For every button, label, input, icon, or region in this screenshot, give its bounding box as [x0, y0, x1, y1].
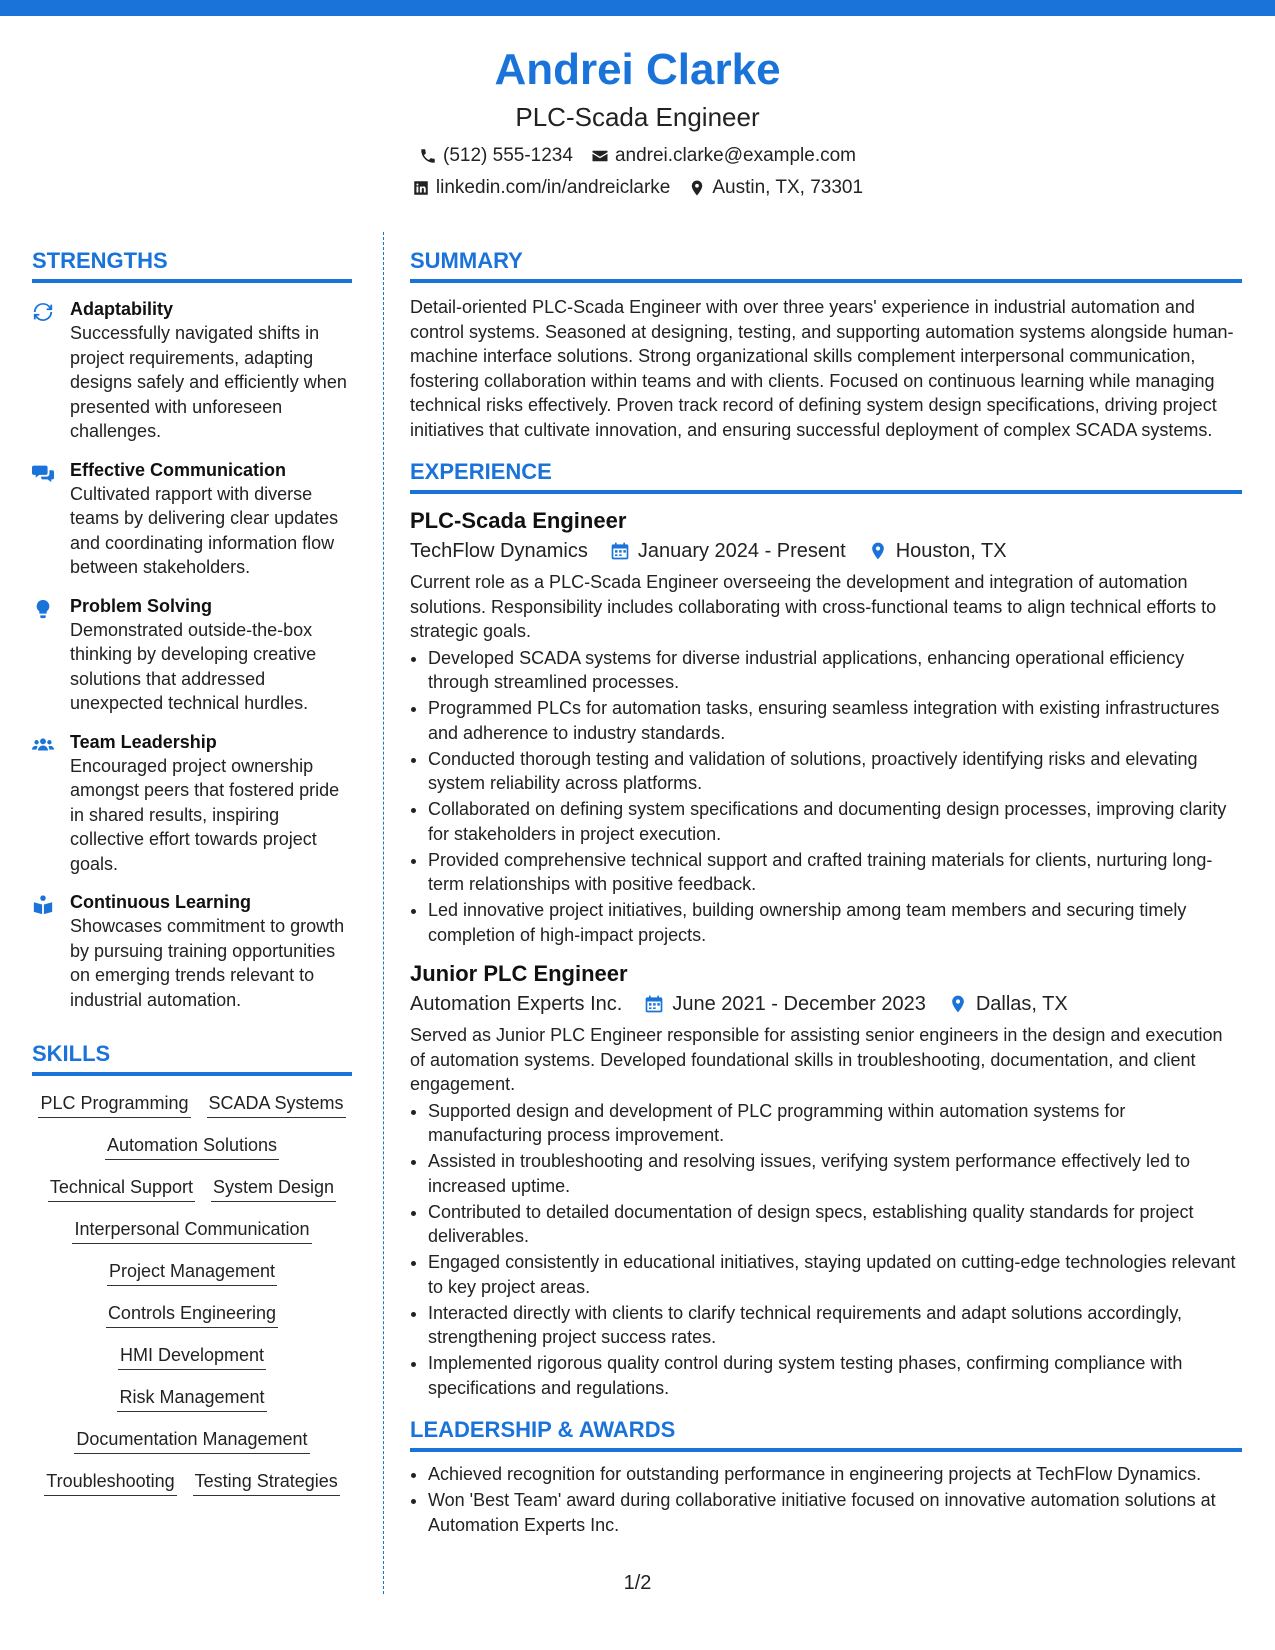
job-bullet: • Conducted thorough testing and validation of solutions, proactively identifying risks and elevating system reliability across platforms. [428, 747, 1242, 796]
job-dates: January 2024 - Present [637, 540, 846, 562]
job-bullets [410, 646, 1242, 948]
job-bullet: • Implemented rigorous quality control during system testing phases, confirming compliance with specifications and regulations. [428, 1351, 1242, 1400]
envelope-icon [591, 147, 609, 165]
comments-icon [32, 462, 54, 484]
phone-icon [419, 147, 437, 165]
job-location: Dallas, TX [975, 993, 1068, 1015]
skill-tag: Testing Strategies [193, 1468, 340, 1496]
map-pin-icon [868, 541, 888, 561]
job-bullets [410, 1099, 1242, 1401]
job-description: Served as Junior PLC Engineer responsible for assisting senior engineers in the design and execution of automation systems. Developed foundational skills in troubleshooting, documentation, and client engagement. [410, 1025, 1223, 1094]
strength-title: Adaptability [70, 299, 174, 319]
job-bullet: • Assisted in troubleshooting and resolving issues, verifying system performance effectively led to increased uptime. [428, 1149, 1242, 1198]
job-company: Automation Experts Inc. [410, 993, 623, 1015]
skill-tag: Technical Support [48, 1174, 195, 1202]
skill-tag: HMI Development [118, 1342, 266, 1370]
job-dates: June 2021 - December 2023 [672, 993, 926, 1015]
job-bullet: • Programmed PLCs for automation tasks, ensuring seamless integration with existing infrastructures and adherence to industry standards. [428, 696, 1242, 745]
strength-desc: Encouraged project ownership amongst peers that fostered pride in shared results, inspiring collective effort towards project goals. [70, 755, 340, 874]
strength-desc: Cultivated rapport with diverse teams by delivering clear updates and coordinating information flow between stakeholders. [70, 483, 339, 577]
job-company: TechFlow Dynamics [410, 540, 588, 562]
right-column [410, 245, 1242, 1539]
job-bullet: • Contributed to detailed documentation of design specs, establishing quality standards for project deliverables. [428, 1200, 1242, 1249]
users-icon [32, 734, 54, 756]
job-bullet: • Led innovative project initiatives, building ownership among team members and securing timely completion of high-impact projects. [428, 898, 1242, 947]
job-bullet: • Provided comprehensive technical support and crafted training materials for clients, nurturing long-term relationships with positive feedback. [428, 848, 1242, 897]
resume-header [0, 40, 1275, 204]
strength-item [32, 594, 352, 716]
strengths-heading: STRENGTHS [32, 245, 352, 283]
job-bullet: • Collaborated on defining system specifications and documenting design processes, improving clarity for stakeholders in project execution. [428, 797, 1242, 846]
job-entry [410, 959, 1242, 1400]
job-bullet: • Developed SCADA systems for diverse industrial applications, enhancing operational efficiency through streamlined processes. [428, 646, 1242, 695]
skill-tag: Interpersonal Communication [72, 1216, 311, 1244]
job-bullet: • Supported design and development of PLC programming within automation systems for manufacturing process improvement. [428, 1099, 1242, 1148]
summary-text: Detail-oriented PLC-Scada Engineer with over three years' experience in industrial automation and control systems. Seasoned at designing, testing, and supporting automation systems alongside human-machine interface solutions. Strong organizational skills complement interpersonal communication, fostering collaboration within teams and with clients. Focused on continuous learning while managing technical risks effectively. Proven track record of defining system design specifications, driving project initiatives that cultivate innovation, and ensuring successful deployment of complex SCADA systems. [410, 297, 1234, 440]
left-column [32, 245, 352, 1496]
candidate-title: PLC-Scada Engineer [515, 102, 760, 132]
strength-item [32, 730, 352, 877]
skill-tag: Controls Engineering [106, 1300, 278, 1328]
strength-title: Effective Communication [70, 459, 287, 480]
skill-tag: Risk Management [117, 1384, 266, 1412]
strength-title: Continuous Learning [70, 892, 251, 912]
skills-list [32, 1090, 352, 1496]
job-title: Junior PLC Engineer [410, 961, 628, 986]
book-reader-icon [32, 894, 54, 916]
skill-tag: Documentation Management [74, 1426, 309, 1454]
strength-title: Problem Solving [70, 595, 213, 616]
map-pin-icon [688, 179, 706, 197]
job-description: Current role as a PLC-Scada Engineer overseeing the development and integration of automation solutions. Responsibility includes collaborating with cross-functional teams to align technical efforts to strategic goals. [410, 572, 1217, 641]
skill-tag: System Design [211, 1174, 336, 1202]
strength-desc: Demonstrated outside-the-box thinking by developing creative solutions that addressed unexpected technical hurdles. [70, 619, 317, 713]
awards-list [410, 1462, 1242, 1537]
email-text[interactable]: andrei.clarke@example.com [614, 145, 856, 166]
contact-row-2 [0, 172, 1275, 204]
sync-icon [32, 301, 54, 323]
linkedin-contact[interactable] [412, 173, 670, 203]
strength-desc: Showcases commitment to growth by pursuing training opportunities on emerging trends relevant to industrial automation. [70, 916, 345, 1010]
awards-heading: LEADERSHIP & AWARDS [410, 1414, 1242, 1452]
job-location: Houston, TX [895, 540, 1007, 562]
strength-item [32, 458, 352, 580]
column-divider [383, 232, 384, 1594]
location-contact [688, 173, 863, 203]
page-number: 1/2 [623, 1572, 652, 1594]
email-contact[interactable] [591, 141, 856, 171]
linkedin-text[interactable]: linkedin.com/in/andreiclarke [435, 177, 671, 198]
job-bullet: • Interacted directly with clients to clarify technical requirements and adapt solutions accordingly, strengthening project success rates. [428, 1301, 1242, 1350]
job-meta [410, 989, 1242, 1019]
top-accent-bar [0, 0, 1275, 16]
job-meta [410, 536, 1242, 566]
location-text: Austin, TX, 73301 [712, 177, 864, 198]
lightbulb-icon [32, 598, 54, 620]
experience-heading: EXPERIENCE [410, 456, 1242, 494]
candidate-name: Andrei Clarke [494, 45, 781, 94]
summary-heading: SUMMARY [410, 245, 1242, 283]
calendar-icon [644, 994, 664, 1014]
strength-item [32, 890, 352, 1012]
strength-desc: Successfully navigated shifts in project requirements, adapting designs safely and efficiently when presented with unforeseen challenges. [70, 323, 347, 441]
contact-row-1 [0, 140, 1275, 172]
skill-tag: Troubleshooting [44, 1468, 176, 1496]
skills-heading: SKILLS [32, 1038, 352, 1076]
award-item: • Won 'Best Team' award during collaborative initiative focused on innovative automation solutions at Automation Experts Inc. [428, 1488, 1242, 1537]
skill-tag: Project Management [107, 1258, 277, 1286]
skill-tag: PLC Programming [38, 1090, 190, 1118]
award-item: • Achieved recognition for outstanding performance in engineering projects at TechFlow Dynamics. [428, 1462, 1242, 1487]
phone-text: (512) 555-1234 [443, 145, 573, 166]
linkedin-icon [412, 179, 430, 197]
strength-item [32, 297, 352, 444]
skill-tag: SCADA Systems [207, 1090, 346, 1118]
map-pin-icon [948, 994, 968, 1014]
strength-title: Team Leadership [70, 731, 217, 752]
calendar-icon [610, 541, 630, 561]
skill-tag: Automation Solutions [105, 1132, 279, 1160]
job-title: PLC-Scada Engineer [410, 508, 627, 533]
job-entry [410, 506, 1242, 947]
job-bullet: • Engaged consistently in educational initiatives, staying updated on cutting-edge technologies relevant to key project areas. [428, 1250, 1242, 1299]
phone-contact [419, 141, 573, 171]
